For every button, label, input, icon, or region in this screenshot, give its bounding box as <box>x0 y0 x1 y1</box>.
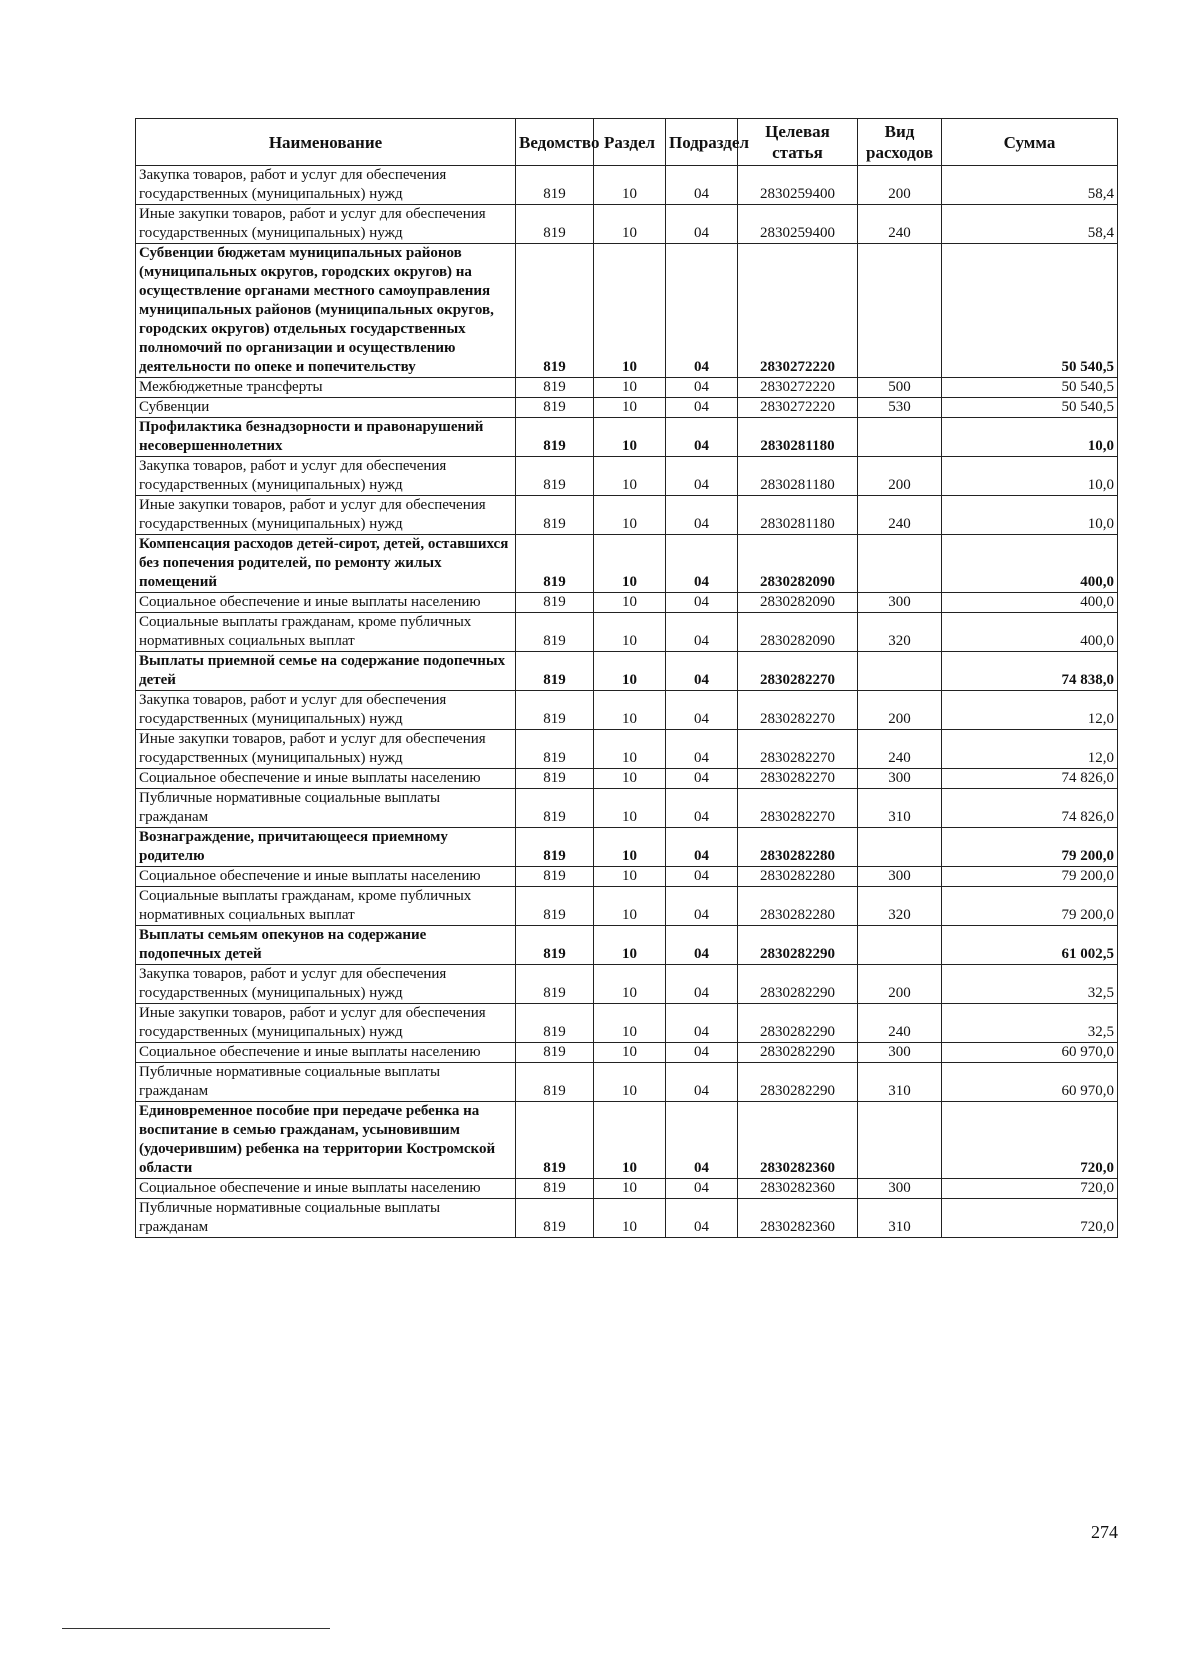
cell-name: Социальные выплаты гражданам, кроме публичных нормативных социальных выплат <box>136 887 516 926</box>
cell-subsection: 04 <box>666 887 738 926</box>
cell-type: 240 <box>858 730 942 769</box>
cell-section: 10 <box>594 457 666 496</box>
cell-type: 310 <box>858 1063 942 1102</box>
cell-dept: 819 <box>516 730 594 769</box>
cell-section: 10 <box>594 789 666 828</box>
cell-dept: 819 <box>516 1004 594 1043</box>
table-row <box>136 496 1118 535</box>
table-row <box>136 828 1118 867</box>
cell-section: 10 <box>594 652 666 691</box>
cell-type: 500 <box>858 378 942 398</box>
cell-section: 10 <box>594 926 666 965</box>
cell-sum: 79 200,0 <box>942 887 1118 926</box>
cell-name: Закупка товаров, работ и услуг для обеспечения государственных (муниципальных) нужд <box>136 457 516 496</box>
cell-subsection: 04 <box>666 730 738 769</box>
cell-type: 320 <box>858 887 942 926</box>
cell-name: Социальное обеспечение и иные выплаты населению <box>136 769 516 789</box>
table-row <box>136 887 1118 926</box>
cell-dept: 819 <box>516 593 594 613</box>
cell-subsection: 04 <box>666 418 738 457</box>
cell-name: Социальное обеспечение и иные выплаты населению <box>136 1179 516 1199</box>
cell-dept: 819 <box>516 166 594 205</box>
cell-dept: 819 <box>516 244 594 378</box>
cell-target: 2830282360 <box>738 1179 858 1199</box>
cell-section: 10 <box>594 593 666 613</box>
cell-type: 310 <box>858 789 942 828</box>
cell-name: Социальное обеспечение и иные выплаты населению <box>136 867 516 887</box>
cell-sum: 400,0 <box>942 613 1118 652</box>
cell-sum: 12,0 <box>942 691 1118 730</box>
cell-target: 2830282290 <box>738 1043 858 1063</box>
header-target: Целевая статья <box>738 119 858 166</box>
header-sum: Сумма <box>942 119 1118 166</box>
cell-dept: 819 <box>516 613 594 652</box>
table-row <box>136 244 1118 378</box>
cell-subsection: 04 <box>666 244 738 378</box>
cell-name: Субвенции <box>136 398 516 418</box>
table-row <box>136 593 1118 613</box>
cell-dept: 819 <box>516 535 594 593</box>
cell-section: 10 <box>594 1179 666 1199</box>
table-row <box>136 926 1118 965</box>
cell-section: 10 <box>594 166 666 205</box>
table-row <box>136 1004 1118 1043</box>
cell-name: Закупка товаров, работ и услуг для обеспечения государственных (муниципальных) нужд <box>136 691 516 730</box>
cell-dept: 819 <box>516 1199 594 1238</box>
cell-type: 200 <box>858 965 942 1004</box>
table-row <box>136 1179 1118 1199</box>
table-row <box>136 965 1118 1004</box>
cell-name: Иные закупки товаров, работ и услуг для обеспечения государственных (муниципальных) нужд <box>136 496 516 535</box>
cell-sum: 74 838,0 <box>942 652 1118 691</box>
cell-subsection: 04 <box>666 535 738 593</box>
cell-dept: 819 <box>516 398 594 418</box>
cell-dept: 819 <box>516 828 594 867</box>
cell-subsection: 04 <box>666 828 738 867</box>
cell-name: Межбюджетные трансферты <box>136 378 516 398</box>
cell-target: 2830281180 <box>738 418 858 457</box>
cell-type: 530 <box>858 398 942 418</box>
cell-sum: 50 540,5 <box>942 398 1118 418</box>
cell-target: 2830281180 <box>738 496 858 535</box>
footer-divider <box>62 1628 330 1629</box>
cell-target: 2830282270 <box>738 652 858 691</box>
cell-subsection: 04 <box>666 1102 738 1179</box>
cell-sum: 60 970,0 <box>942 1043 1118 1063</box>
table-row <box>136 867 1118 887</box>
table-row <box>136 769 1118 789</box>
cell-sum: 32,5 <box>942 965 1118 1004</box>
cell-sum: 720,0 <box>942 1179 1118 1199</box>
cell-target: 2830282360 <box>738 1102 858 1179</box>
cell-type <box>858 244 942 378</box>
cell-dept: 819 <box>516 789 594 828</box>
cell-subsection: 04 <box>666 867 738 887</box>
cell-target: 2830282360 <box>738 1199 858 1238</box>
cell-sum: 79 200,0 <box>942 828 1118 867</box>
cell-subsection: 04 <box>666 1063 738 1102</box>
cell-target: 2830282270 <box>738 769 858 789</box>
table-row <box>136 398 1118 418</box>
table-body <box>136 166 1118 1238</box>
cell-type <box>858 418 942 457</box>
cell-dept: 819 <box>516 1179 594 1199</box>
cell-section: 10 <box>594 205 666 244</box>
cell-target: 2830272220 <box>738 244 858 378</box>
cell-name: Публичные нормативные социальные выплаты гражданам <box>136 1063 516 1102</box>
cell-name: Субвенции бюджетам муниципальных районов (муниципальных округов, городских округов) на осуществление органами местного самоуправления муниципальных районов (муниципальных округов, городских округов) отдельных государственных полномочий по организации и осуществлению деятельности по опеке и попечительству <box>136 244 516 378</box>
table-row <box>136 789 1118 828</box>
cell-target: 2830282280 <box>738 887 858 926</box>
cell-subsection: 04 <box>666 926 738 965</box>
cell-dept: 819 <box>516 1063 594 1102</box>
header-type: Вид расходов <box>858 119 942 166</box>
cell-type <box>858 828 942 867</box>
cell-type: 300 <box>858 867 942 887</box>
table-row <box>136 652 1118 691</box>
cell-dept: 819 <box>516 926 594 965</box>
cell-subsection: 04 <box>666 789 738 828</box>
cell-sum: 50 540,5 <box>942 378 1118 398</box>
cell-type: 300 <box>858 593 942 613</box>
cell-dept: 819 <box>516 378 594 398</box>
cell-subsection: 04 <box>666 1179 738 1199</box>
cell-sum: 58,4 <box>942 205 1118 244</box>
table-row <box>136 691 1118 730</box>
cell-name: Иные закупки товаров, работ и услуг для обеспечения государственных (муниципальных) нужд <box>136 1004 516 1043</box>
cell-subsection: 04 <box>666 457 738 496</box>
header-dept: Ведомство <box>516 119 594 166</box>
cell-name: Публичные нормативные социальные выплаты гражданам <box>136 789 516 828</box>
cell-section: 10 <box>594 1199 666 1238</box>
cell-section: 10 <box>594 730 666 769</box>
cell-type: 240 <box>858 496 942 535</box>
cell-section: 10 <box>594 418 666 457</box>
cell-section: 10 <box>594 535 666 593</box>
cell-type: 300 <box>858 1179 942 1199</box>
cell-target: 2830259400 <box>738 166 858 205</box>
cell-section: 10 <box>594 613 666 652</box>
cell-target: 2830281180 <box>738 457 858 496</box>
cell-target: 2830282090 <box>738 593 858 613</box>
cell-sum: 10,0 <box>942 496 1118 535</box>
cell-dept: 819 <box>516 457 594 496</box>
table-row <box>136 1199 1118 1238</box>
cell-name: Иные закупки товаров, работ и услуг для обеспечения государственных (муниципальных) нужд <box>136 205 516 244</box>
cell-section: 10 <box>594 1004 666 1043</box>
cell-type: 200 <box>858 457 942 496</box>
cell-subsection: 04 <box>666 1043 738 1063</box>
cell-type <box>858 926 942 965</box>
cell-name: Социальное обеспечение и иные выплаты населению <box>136 593 516 613</box>
cell-dept: 819 <box>516 769 594 789</box>
table-row <box>136 1063 1118 1102</box>
cell-target: 2830282270 <box>738 730 858 769</box>
cell-subsection: 04 <box>666 1004 738 1043</box>
cell-name: Социальные выплаты гражданам, кроме публичных нормативных социальных выплат <box>136 613 516 652</box>
cell-section: 10 <box>594 965 666 1004</box>
cell-sum: 50 540,5 <box>942 244 1118 378</box>
cell-section: 10 <box>594 828 666 867</box>
cell-subsection: 04 <box>666 1199 738 1238</box>
cell-section: 10 <box>594 887 666 926</box>
header-name: Наименование <box>136 119 516 166</box>
cell-dept: 819 <box>516 652 594 691</box>
cell-sum: 79 200,0 <box>942 867 1118 887</box>
cell-subsection: 04 <box>666 613 738 652</box>
cell-sum: 61 002,5 <box>942 926 1118 965</box>
cell-sum: 60 970,0 <box>942 1063 1118 1102</box>
cell-name: Компенсация расходов детей-сирот, детей, оставшихся без попечения родителей, по ремонту жилых помещений <box>136 535 516 593</box>
cell-dept: 819 <box>516 1102 594 1179</box>
cell-target: 2830259400 <box>738 205 858 244</box>
cell-subsection: 04 <box>666 652 738 691</box>
cell-type: 240 <box>858 205 942 244</box>
cell-type: 320 <box>858 613 942 652</box>
cell-type: 300 <box>858 1043 942 1063</box>
cell-sum: 10,0 <box>942 418 1118 457</box>
cell-target: 2830282290 <box>738 1063 858 1102</box>
cell-name: Социальное обеспечение и иные выплаты населению <box>136 1043 516 1063</box>
header-section: Раздел <box>594 119 666 166</box>
cell-target: 2830282280 <box>738 828 858 867</box>
cell-dept: 819 <box>516 1043 594 1063</box>
table-row <box>136 205 1118 244</box>
cell-name: Выплаты приемной семье на содержание подопечных детей <box>136 652 516 691</box>
header-subsection: Подраздел <box>666 119 738 166</box>
table-row <box>136 613 1118 652</box>
cell-dept: 819 <box>516 691 594 730</box>
page-number: 274 <box>1091 1522 1118 1542</box>
cell-sum: 720,0 <box>942 1199 1118 1238</box>
table-row <box>136 1102 1118 1179</box>
cell-section: 10 <box>594 398 666 418</box>
table-row <box>136 166 1118 205</box>
cell-subsection: 04 <box>666 166 738 205</box>
cell-section: 10 <box>594 691 666 730</box>
cell-name: Публичные нормативные социальные выплаты гражданам <box>136 1199 516 1238</box>
cell-sum: 74 826,0 <box>942 789 1118 828</box>
cell-target: 2830272220 <box>738 398 858 418</box>
cell-subsection: 04 <box>666 378 738 398</box>
cell-name: Выплаты семьям опекунов на содержание подопечных детей <box>136 926 516 965</box>
cell-name: Единовременное пособие при передаче ребенка на воспитание в семью гражданам, усыновившим (удочерившим) ребенка на территории Костромской области <box>136 1102 516 1179</box>
cell-section: 10 <box>594 244 666 378</box>
cell-section: 10 <box>594 1063 666 1102</box>
cell-target: 2830282090 <box>738 535 858 593</box>
cell-sum: 58,4 <box>942 166 1118 205</box>
cell-section: 10 <box>594 496 666 535</box>
cell-name: Закупка товаров, работ и услуг для обеспечения государственных (муниципальных) нужд <box>136 965 516 1004</box>
cell-subsection: 04 <box>666 398 738 418</box>
cell-subsection: 04 <box>666 593 738 613</box>
cell-target: 2830272220 <box>738 378 858 398</box>
cell-name: Вознаграждение, причитающееся приемному родителю <box>136 828 516 867</box>
cell-subsection: 04 <box>666 965 738 1004</box>
table-row <box>136 378 1118 398</box>
cell-type: 200 <box>858 691 942 730</box>
cell-sum: 74 826,0 <box>942 769 1118 789</box>
cell-subsection: 04 <box>666 205 738 244</box>
cell-sum: 32,5 <box>942 1004 1118 1043</box>
budget-table <box>135 118 1118 1238</box>
cell-section: 10 <box>594 1043 666 1063</box>
table-row <box>136 1043 1118 1063</box>
cell-dept: 819 <box>516 496 594 535</box>
cell-section: 10 <box>594 867 666 887</box>
cell-subsection: 04 <box>666 769 738 789</box>
cell-sum: 720,0 <box>942 1102 1118 1179</box>
cell-type: 300 <box>858 769 942 789</box>
cell-dept: 819 <box>516 418 594 457</box>
cell-sum: 10,0 <box>942 457 1118 496</box>
cell-name: Профилактика безнадзорности и правонарушений несовершеннолетних <box>136 418 516 457</box>
table-row <box>136 457 1118 496</box>
cell-target: 2830282270 <box>738 789 858 828</box>
cell-subsection: 04 <box>666 496 738 535</box>
cell-type <box>858 535 942 593</box>
table-header-row <box>136 119 1118 166</box>
cell-target: 2830282270 <box>738 691 858 730</box>
cell-name: Закупка товаров, работ и услуг для обеспечения государственных (муниципальных) нужд <box>136 166 516 205</box>
cell-target: 2830282280 <box>738 867 858 887</box>
table-row <box>136 418 1118 457</box>
cell-type <box>858 652 942 691</box>
cell-name: Иные закупки товаров, работ и услуг для обеспечения государственных (муниципальных) нужд <box>136 730 516 769</box>
cell-sum: 400,0 <box>942 593 1118 613</box>
cell-dept: 819 <box>516 887 594 926</box>
cell-target: 2830282290 <box>738 1004 858 1043</box>
cell-sum: 400,0 <box>942 535 1118 593</box>
cell-type: 310 <box>858 1199 942 1238</box>
cell-target: 2830282090 <box>738 613 858 652</box>
cell-type <box>858 1102 942 1179</box>
cell-dept: 819 <box>516 205 594 244</box>
cell-section: 10 <box>594 769 666 789</box>
cell-target: 2830282290 <box>738 926 858 965</box>
cell-section: 10 <box>594 1102 666 1179</box>
cell-sum: 12,0 <box>942 730 1118 769</box>
table-row <box>136 730 1118 769</box>
cell-subsection: 04 <box>666 691 738 730</box>
cell-type: 200 <box>858 166 942 205</box>
cell-type: 240 <box>858 1004 942 1043</box>
cell-target: 2830282290 <box>738 965 858 1004</box>
cell-dept: 819 <box>516 867 594 887</box>
cell-section: 10 <box>594 378 666 398</box>
cell-dept: 819 <box>516 965 594 1004</box>
table-row <box>136 535 1118 593</box>
